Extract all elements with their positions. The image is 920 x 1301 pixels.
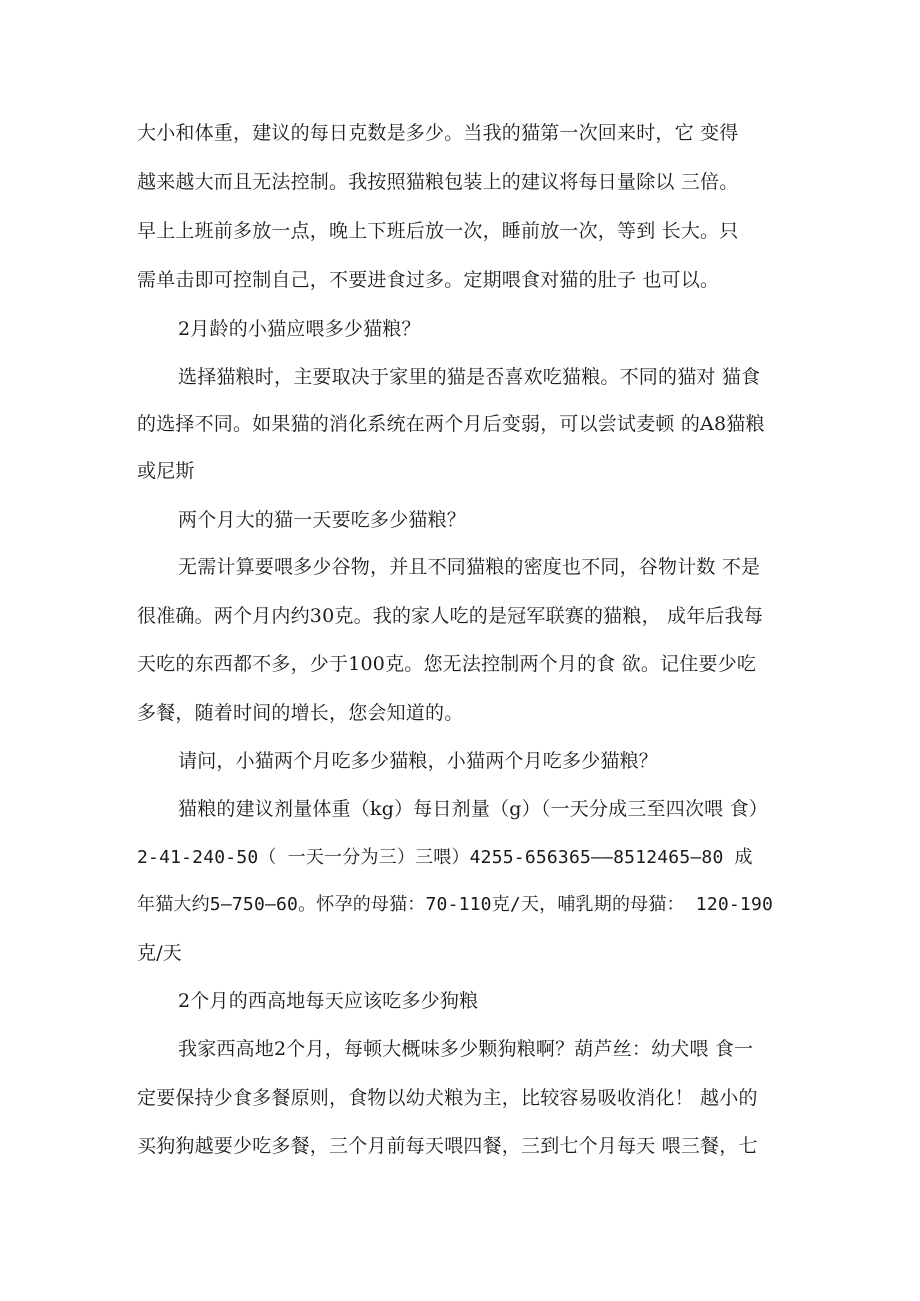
- text-line: 无需计算要喂多少谷物，并且不同猫粮的密度也不同，谷物计数 不是: [178, 556, 761, 578]
- text-line: 年猫大约5—750—60。怀孕的母猫：70-110克/天，哺乳期的母猫： 120-190: [137, 894, 774, 915]
- text-line: 早上上班前多放一点，晚上下班后放一次，睡前放一次，等到 长大。只: [137, 220, 739, 242]
- section-heading: 请问，小猫两个月吃多少猫粮，小猫两个月吃多少猫粮？: [178, 750, 659, 772]
- text-line: 越来越大而且无法控制。我按照猫粮包装上的建议将每日量除以 三倍。: [137, 171, 739, 193]
- text-line: 2-41-240-50（ 一天一分为三）三喂）4255-656365——8512465—80 成: [137, 847, 753, 868]
- text-line: 多餐，随着时间的增长，您会知道的。: [137, 702, 464, 724]
- text-line: 天吃的东西都不多，少于100克。您无法控制两个月的食 欲。记住要少吃: [137, 653, 757, 675]
- text-line: 定要保持少食多餐原则，食物以幼犬粮为主，比较容易吸收消化！ 越小的: [137, 1087, 758, 1109]
- text-line: 我家西高地2个月，每顿大概味多少颗狗粮啊？葫芦丝：幼犬喂 食一: [178, 1038, 754, 1060]
- text-line: 很准确。两个月内约30克。我的家人吃的是冠军联赛的猫粮， 成年后我每: [137, 605, 764, 627]
- text-line: 克/天: [137, 942, 183, 964]
- text-line: 猫粮的建议剂量体重（kg）每日剂量（g）（一天分成三至四次喂 食）: [178, 798, 768, 820]
- section-heading: 2个月的西高地每天应该吃多少狗粮: [178, 990, 479, 1012]
- text-line: 的选择不同。如果猫的消化系统在两个月后变弱，可以尝试麦顿 的A8猫粮: [137, 413, 765, 435]
- text-line: 需单击即可控制自己，不要进食过多。定期喂食对猫的肚子 也可以。: [137, 269, 720, 291]
- text-line: 选择猫粮时，主要取决于家里的猫是否喜欢吃猫粮。不同的猫对 猫食: [178, 366, 761, 388]
- section-heading: 2月龄的小猫应喂多少猫粮？: [178, 318, 421, 340]
- text-line: 或尼斯: [137, 460, 195, 482]
- section-heading: 两个月大的猫一天要吃多少猫粮？: [178, 509, 467, 531]
- text-line: 买狗狗越要少吃多餐，三个月前每天喂四餐，三到七个月每天 喂三餐，七: [137, 1135, 758, 1157]
- text-line: 大小和体重，建议的每日克数是多少。当我的猫第一次回来时，它 变得: [137, 122, 739, 144]
